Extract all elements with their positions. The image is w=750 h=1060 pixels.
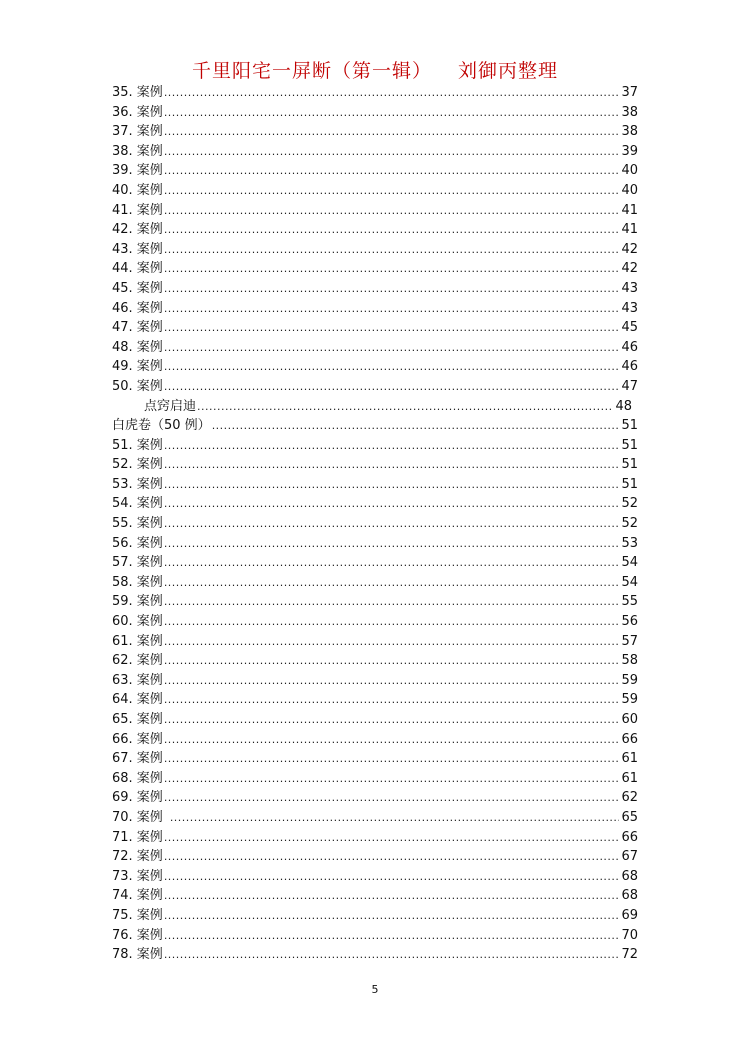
toc-entry[interactable] <box>112 397 638 417</box>
toc-entry-page: 38 <box>621 124 638 140</box>
toc-entry-page: 45 <box>621 320 638 336</box>
toc-entry[interactable] <box>112 83 638 103</box>
toc-entry[interactable] <box>112 475 638 495</box>
toc-entry-page: 53 <box>621 535 638 551</box>
toc-entry-page: 47 <box>621 378 638 394</box>
toc-dot-leader <box>164 651 619 671</box>
toc-entry[interactable] <box>112 867 638 887</box>
toc-entry-label: 46. 案例 <box>112 300 163 316</box>
toc-dot-leader <box>164 592 619 612</box>
toc-entry-label: 50. 案例 <box>112 378 163 394</box>
table-of-contents <box>112 83 638 965</box>
toc-entry-label: 35. 案例 <box>112 85 163 100</box>
toc-dot-leader <box>164 769 619 789</box>
toc-dot-leader <box>164 730 619 750</box>
toc-entry[interactable] <box>112 671 638 691</box>
page-number: 5 <box>371 983 379 996</box>
toc-entry-label: 36. 案例 <box>112 104 163 120</box>
toc-entry-page: 69 <box>621 907 638 923</box>
toc-dot-leader <box>164 259 619 279</box>
toc-entry-page: 66 <box>621 731 638 747</box>
toc-entry[interactable] <box>112 926 638 946</box>
toc-entry-page: 46 <box>621 359 638 375</box>
toc-entry-label: 62. 案例 <box>112 653 163 669</box>
toc-dot-leader <box>164 828 619 848</box>
toc-entry[interactable] <box>112 122 638 142</box>
toc-entry-label: 白虎卷（50 例） <box>112 418 211 434</box>
toc-entry-page: 68 <box>621 888 638 904</box>
toc-entry[interactable] <box>112 103 638 123</box>
toc-entry-label: 41. 案例 <box>112 202 163 218</box>
toc-entry-label: 55. 案例 <box>112 516 163 532</box>
toc-dot-leader <box>164 279 619 299</box>
toc-entry-label: 75. 案例 <box>112 907 163 923</box>
toc-entry-page: 60 <box>621 712 638 727</box>
document-header <box>0 56 750 83</box>
toc-dot-leader <box>164 945 619 965</box>
toc-entry[interactable] <box>112 945 638 965</box>
toc-entry[interactable] <box>112 651 638 671</box>
toc-entry-label: 38. 案例 <box>112 143 163 159</box>
toc-entry[interactable] <box>112 318 638 338</box>
toc-entry-label: 64. 案例 <box>112 692 163 708</box>
toc-dot-leader <box>164 181 619 201</box>
toc-entry[interactable] <box>112 181 638 201</box>
toc-dot-leader <box>164 357 619 377</box>
toc-entry-page: 57 <box>621 633 638 649</box>
toc-entry-page: 54 <box>621 574 638 590</box>
toc-entry-page: 55 <box>621 594 638 610</box>
toc-dot-leader <box>197 397 613 417</box>
toc-entry-page: 61 <box>621 751 638 767</box>
toc-entry-label: 78. 案例 <box>112 947 163 963</box>
toc-dot-leader <box>212 416 619 436</box>
toc-entry-label: 43. 案例 <box>112 241 163 257</box>
toc-entry-page: 42 <box>621 241 638 257</box>
toc-entry-label: 44. 案例 <box>112 261 163 277</box>
toc-dot-leader <box>164 142 619 162</box>
toc-entry-page: 62 <box>621 790 638 806</box>
toc-entry-page: 42 <box>621 261 638 277</box>
toc-dot-leader <box>164 299 619 319</box>
document-author: 刘御丙整理 <box>458 60 559 82</box>
toc-entry[interactable] <box>112 847 638 867</box>
toc-entry-page: 41 <box>621 222 638 238</box>
toc-dot-leader <box>164 906 619 926</box>
toc-entry[interactable] <box>112 749 638 769</box>
toc-dot-leader <box>164 494 619 514</box>
toc-entry-page: 54 <box>621 555 638 571</box>
toc-entry[interactable] <box>112 632 638 652</box>
toc-entry-page: 40 <box>621 182 638 198</box>
toc-entry-label: 61. 案例 <box>112 633 163 649</box>
toc-dot-leader <box>164 338 619 358</box>
toc-entry-page: 39 <box>621 143 638 159</box>
toc-entry-label: 69. 案例 <box>112 790 163 806</box>
toc-entry-label: 60. 案例 <box>112 614 163 630</box>
toc-entry-label: 37. 案例 <box>112 124 163 140</box>
toc-entry[interactable] <box>112 886 638 906</box>
toc-entry-label: 74. 案例 <box>112 888 163 904</box>
toc-dot-leader <box>164 240 619 260</box>
toc-dot-leader <box>164 103 619 123</box>
toc-entry[interactable] <box>112 553 638 573</box>
toc-entry[interactable] <box>112 710 638 730</box>
toc-entry[interactable] <box>112 377 638 397</box>
toc-dot-leader <box>164 632 619 652</box>
toc-entry-label: 40. 案例 <box>112 182 163 198</box>
toc-entry-page: 46 <box>621 339 638 355</box>
toc-entry[interactable] <box>112 142 638 162</box>
toc-entry-label: 71. 案例 <box>112 829 163 845</box>
toc-entry-label: 70. 案例 <box>112 809 163 825</box>
toc-entry[interactable] <box>112 240 638 260</box>
toc-entry-page: 51 <box>621 457 638 473</box>
toc-entry-page: 41 <box>621 202 638 218</box>
toc-dot-leader <box>164 122 619 142</box>
toc-dot-leader <box>164 886 619 906</box>
toc-entry[interactable] <box>112 612 638 632</box>
toc-dot-leader <box>164 867 619 887</box>
toc-dot-leader <box>164 534 619 554</box>
toc-entry[interactable] <box>112 201 638 221</box>
toc-entry[interactable] <box>112 220 638 240</box>
toc-entry-label: 52. 案例 <box>112 457 163 473</box>
toc-entry-label: 45. 案例 <box>112 280 163 296</box>
toc-entry-label: 53. 案例 <box>112 476 163 492</box>
toc-dot-leader <box>164 749 619 769</box>
toc-entry-page: 56 <box>621 614 638 630</box>
toc-entry-label: 42. 案例 <box>112 222 163 238</box>
toc-entry-label: 39. 案例 <box>112 163 163 179</box>
toc-dot-leader <box>164 671 619 691</box>
toc-dot-leader <box>164 455 619 475</box>
toc-entry-label: 72. 案例 <box>112 849 163 865</box>
toc-entry-label: 76. 案例 <box>112 927 163 943</box>
toc-entry-page: 66 <box>621 829 638 845</box>
toc-entry[interactable] <box>112 592 638 612</box>
toc-entry-page: 51 <box>621 476 638 492</box>
toc-entry[interactable] <box>112 259 638 279</box>
toc-entry[interactable] <box>112 338 638 358</box>
toc-entry-page: 43 <box>621 280 638 296</box>
toc-entry-page: 48 <box>615 398 632 414</box>
toc-entry-label: 73. 案例 <box>112 868 163 884</box>
toc-entry-label: 65. 案例 <box>112 712 163 727</box>
toc-entry-label: 点窍启迪 <box>144 398 197 414</box>
toc-entry[interactable] <box>112 573 638 593</box>
toc-entry-page: 61 <box>621 770 638 786</box>
toc-entry-label: 66. 案例 <box>112 731 163 747</box>
toc-dot-leader <box>164 220 619 240</box>
toc-dot-leader <box>164 847 619 867</box>
toc-entry-page: 51 <box>621 418 638 434</box>
toc-entry-page: 67 <box>621 849 638 865</box>
toc-dot-leader <box>164 690 619 710</box>
toc-entry-page: 70 <box>621 927 638 943</box>
toc-entry-page: 58 <box>621 653 638 669</box>
toc-entry[interactable] <box>112 514 638 534</box>
toc-entry-page: 51 <box>621 437 638 453</box>
toc-dot-leader <box>164 553 619 573</box>
document-title: 千里阳宅一屏断（第一辑） <box>191 60 432 82</box>
toc-entry[interactable] <box>112 769 638 789</box>
toc-entry[interactable] <box>112 534 638 554</box>
toc-dot-leader <box>164 514 619 534</box>
toc-entry-label: 67. 案例 <box>112 751 163 767</box>
toc-dot-leader <box>164 612 619 632</box>
toc-dot-leader <box>164 573 619 593</box>
toc-entry[interactable] <box>112 455 638 475</box>
toc-dot-leader <box>164 788 619 808</box>
toc-entry-page: 68 <box>621 868 638 884</box>
toc-dot-leader <box>164 161 619 181</box>
toc-entry[interactable] <box>112 788 638 808</box>
toc-entry[interactable] <box>112 436 638 456</box>
toc-entry-page: 38 <box>621 104 638 120</box>
toc-entry-page: 40 <box>621 163 638 179</box>
toc-entry-label: 63. 案例 <box>112 672 163 688</box>
toc-entry-label: 47. 案例 <box>112 320 163 336</box>
toc-entry-page: 52 <box>621 496 638 512</box>
toc-entry[interactable] <box>112 279 638 299</box>
toc-entry-label: 51. 案例 <box>112 437 163 453</box>
toc-dot-leader <box>164 710 619 730</box>
toc-dot-leader <box>170 808 619 828</box>
toc-dot-leader <box>164 436 619 456</box>
toc-dot-leader <box>164 377 619 397</box>
toc-entry-label: 49. 案例 <box>112 359 163 375</box>
toc-dot-leader <box>164 83 619 103</box>
toc-entry[interactable] <box>112 828 638 848</box>
toc-entry-label: 58. 案例 <box>112 574 163 590</box>
toc-entry[interactable] <box>112 690 638 710</box>
toc-entry-label: 57. 案例 <box>112 555 163 571</box>
toc-entry-label: 54. 案例 <box>112 496 163 512</box>
toc-entry-label: 59. 案例 <box>112 594 163 610</box>
toc-entry-page: 37 <box>621 85 638 100</box>
toc-entry-page: 43 <box>621 300 638 316</box>
toc-entry-page: 52 <box>621 516 638 532</box>
toc-entry-page: 65 <box>621 809 638 825</box>
toc-entry-page: 59 <box>621 692 638 708</box>
toc-entry[interactable] <box>112 494 638 514</box>
toc-entry[interactable] <box>112 357 638 377</box>
toc-dot-leader <box>164 318 619 338</box>
toc-entry-page: 59 <box>621 672 638 688</box>
toc-entry[interactable] <box>112 416 638 436</box>
toc-entry[interactable] <box>112 161 638 181</box>
toc-entry-page: 72 <box>621 947 638 963</box>
toc-dot-leader <box>164 475 619 495</box>
toc-entry-label: 48. 案例 <box>112 339 163 355</box>
toc-entry[interactable] <box>112 730 638 750</box>
toc-dot-leader <box>164 201 619 221</box>
toc-entry[interactable] <box>112 808 638 828</box>
toc-entry-label: 56. 案例 <box>112 535 163 551</box>
toc-entry-label: 68. 案例 <box>112 770 163 786</box>
toc-entry[interactable] <box>112 906 638 926</box>
toc-entry[interactable] <box>112 299 638 319</box>
toc-dot-leader <box>164 926 619 946</box>
